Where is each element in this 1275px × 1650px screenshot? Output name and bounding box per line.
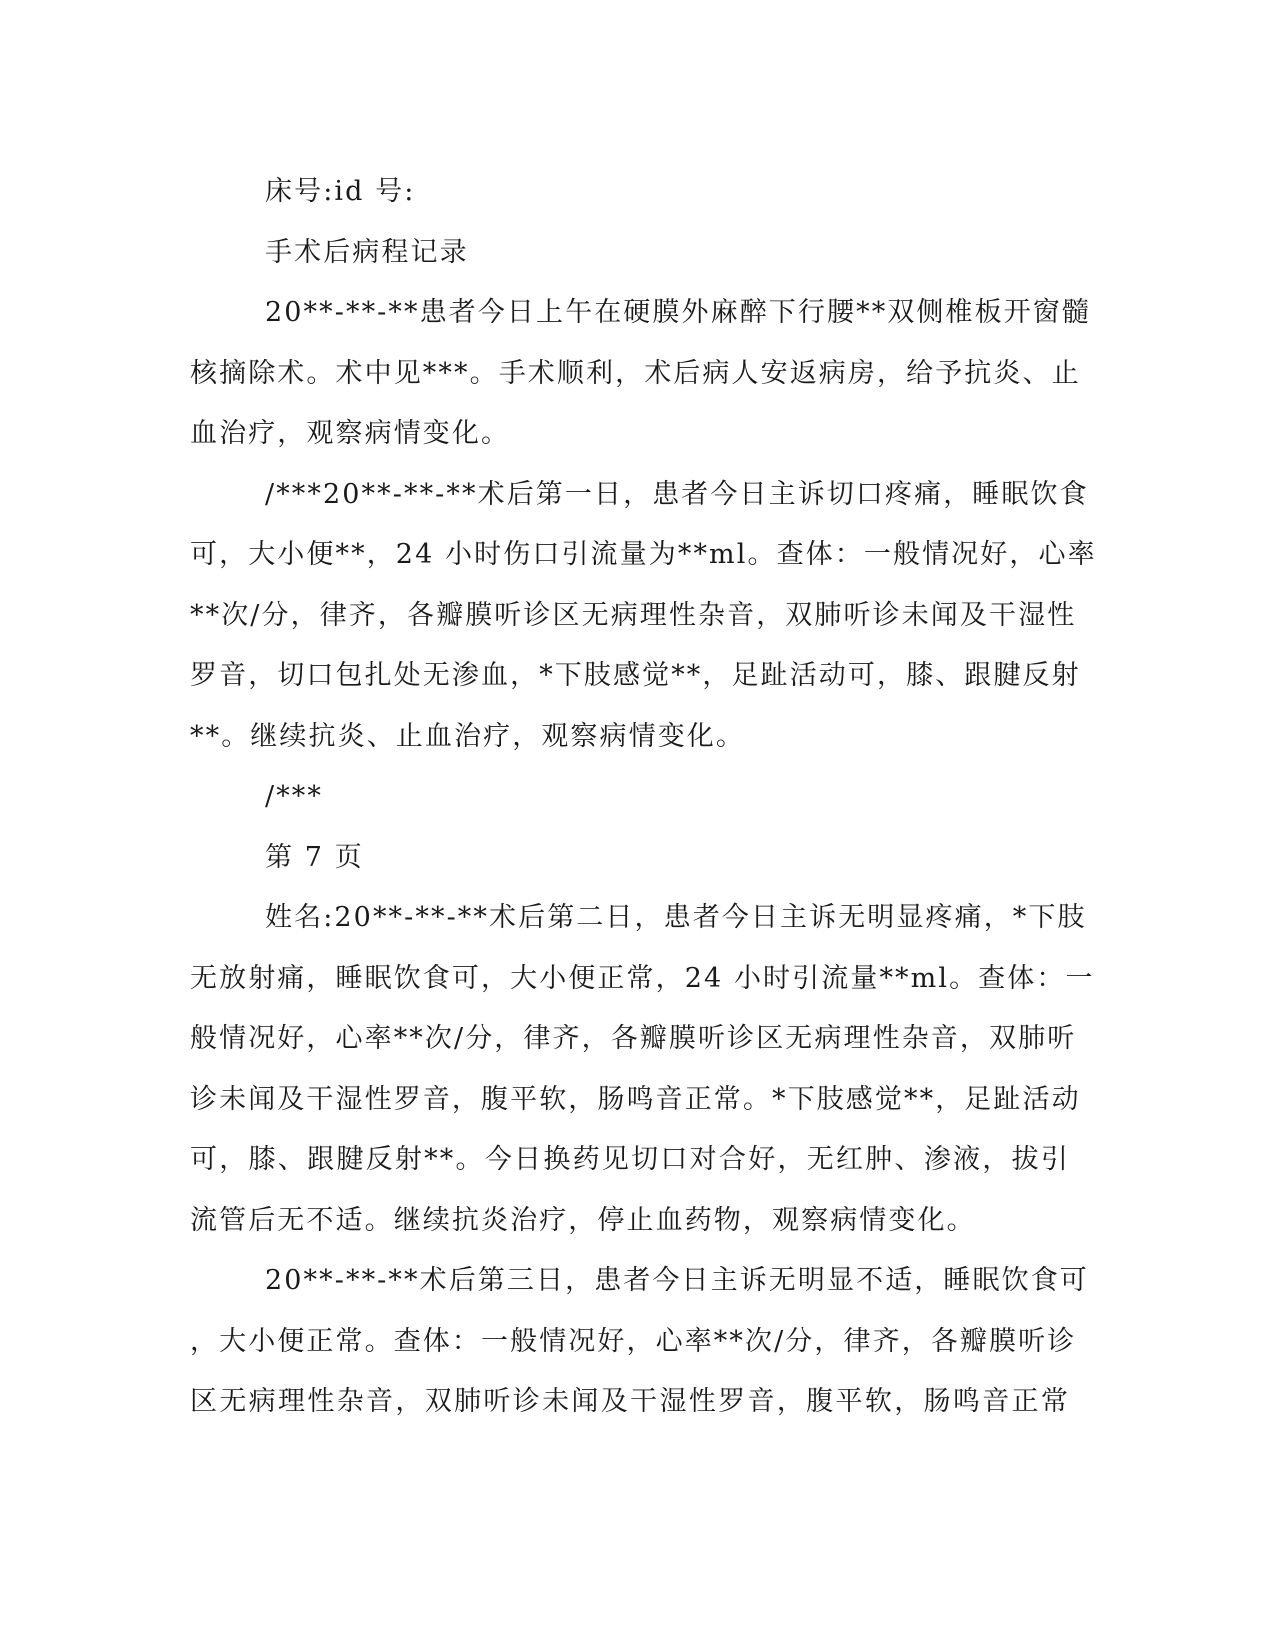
paragraph-line: 姓名:20**-**-**术后第二日，患者今日主诉无明显疼痛，*下肢 — [265, 902, 1087, 933]
page-number: 第 7 页 — [265, 841, 364, 873]
paragraph-line: 血治疗，观察病情变化。 — [190, 418, 511, 449]
paragraph-line: 无放射痛，睡眠饮食可，大小便正常，24 小时引流量**ml。查体：一 — [190, 962, 1095, 994]
paragraph-line: 诊未闻及干湿性罗音，腹平软，肠鸣音正常。*下肢感觉**，足趾活动 — [190, 1083, 1081, 1115]
paragraph-line: 罗音，切口包扎处无渗血，*下肢感觉**，足趾活动可，膝、跟腱反射 — [190, 660, 1081, 691]
bed-id-line: 床号:id 号: — [265, 176, 416, 207]
paragraph-line: 核摘除术。术中见***。手术顺利，术后病人安返病房，给予抗炎、止 — [190, 357, 1081, 389]
document-body — [190, 162, 1097, 1433]
paragraph-line: 20**-**-**患者今日上午在硬膜外麻醉下行腰**双侧椎板开窗髓 — [265, 297, 1092, 328]
paragraph-line: 可，大小便**，24 小时伤口引流量为**ml。查体：一般情况好，心率 — [190, 539, 1097, 570]
paragraph-line: 20**-**-**术后第三日，患者今日主诉无明显不适，睡眠饮食可 — [265, 1265, 1089, 1296]
paragraph-line: 可，膝、跟腱反射**。今日换药见切口对合好，无红肿、渗液，拔引 — [190, 1144, 1070, 1175]
paragraph-line: ，大小便正常。查体：一般情况好，心率**次/分，律齐，各瓣膜听诊 — [190, 1325, 1077, 1357]
paragraph-line: **次/分，律齐，各瓣膜听诊区无病理性杂音，双肺听诊未闻及干湿性 — [190, 599, 1077, 631]
paragraph-line: 般情况好，心率**次/分，律齐，各瓣膜听诊区无病理性杂音，双肺听 — [190, 1023, 1077, 1054]
separator-line: /*** — [265, 781, 323, 812]
paragraph-line: 区无病理性杂音，双肺听诊未闻及干湿性罗音，腹平软，肠鸣音正常 — [190, 1386, 1070, 1417]
paragraph-line: 流管后无不适。继续抗炎治疗，停止血药物，观察病情变化。 — [190, 1204, 976, 1236]
paragraph-line: **。继续抗炎、止血治疗，观察病情变化。 — [190, 720, 745, 752]
record-title: 手术后病程记录 — [265, 236, 469, 268]
paragraph-line: /***20**-**-**术后第一日，患者今日主诉切口疼痛，睡眠饮食 — [265, 478, 1089, 510]
